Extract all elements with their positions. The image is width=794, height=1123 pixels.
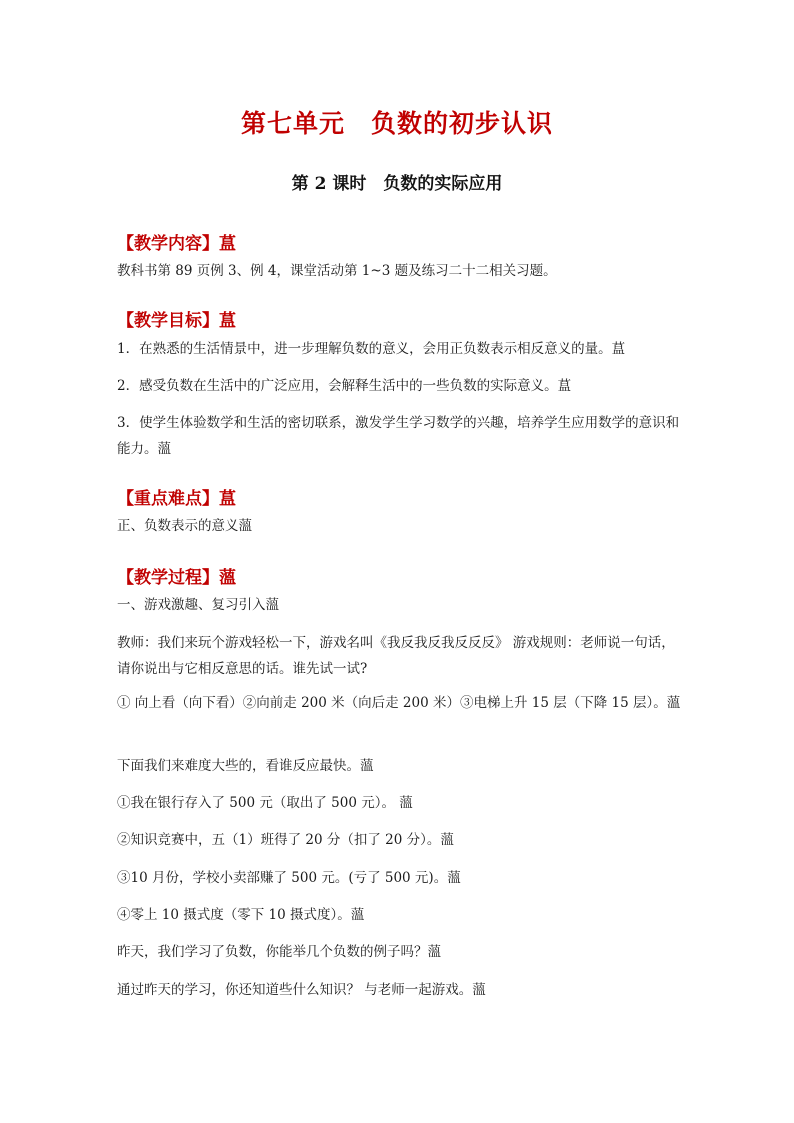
process-line: ①我在银行存入了 500 元（取出了 500 元）。 薀 (117, 795, 413, 811)
section-heading-process: 【教学过程】薀 (117, 568, 236, 588)
section-heading-key-points: 【重点难点】蒀 (117, 489, 236, 509)
goal-item: 3．使学生体验数学和生活的密切联系，激发学生学习数学的兴趣，培养学生应用数学的意识和能力。薀 (117, 415, 680, 457)
lesson-title: 第 2 课时 负数的实际应用 (291, 174, 503, 194)
goal-item: 1．在熟悉的生活情景中，进一步理解负数的意义，会用正负数表示相反意义的量。蒀 (117, 341, 626, 357)
process-line: 通过昨天的学习，你还知道些什么知识？ 与老师一起游戏。薀 (117, 982, 486, 998)
unit-title: 第七单元 负数的初步认识 (240, 109, 553, 138)
process-line: ③10 月份，学校小卖部赚了 500 元。(亏了 500 元)。薀 (117, 870, 461, 886)
content-text: 教科书第 89 页例 3、例 4，课堂活动第 1~3 题及练习二十二相关习题。 (117, 263, 557, 279)
goal-item: 2．感受负数在生活中的广泛应用，会解释生活中的一些负数的实际意义。蒀 (117, 378, 572, 394)
process-line: ④零上 10 摄式度（零下 10 摄式度）。薀 (117, 907, 365, 923)
process-line: 下面我们来难度大些的，看谁反应最快。薀 (117, 758, 374, 774)
process-line: ① 向上看（向下看）②向前走 200 米（向后走 200 米）③电梯上升 15 层（下降 15 层）。薀 (117, 695, 681, 711)
section-heading-goals: 【教学目标】蒀 (117, 311, 236, 331)
process-line: 教师：我们来玩个游戏轻松一下，游戏名叫《我反我反我反反反》 游戏规则：老师说一句话，请你说出与它相反意思的话。谁先试一试? (117, 635, 675, 677)
process-line: ②知识竞赛中，五（1）班得了 20 分（扣了 20 分）。薀 (117, 832, 454, 848)
process-line: 昨天，我们学习了负数，你能举几个负数的例子吗？薀 (117, 944, 441, 960)
key-points-text: 正、负数表示的意义薀 (117, 518, 252, 534)
process-line: 一、游戏激趣、复习引入薀 (117, 597, 279, 613)
section-heading-content: 【教学内容】蒀 (117, 234, 236, 254)
